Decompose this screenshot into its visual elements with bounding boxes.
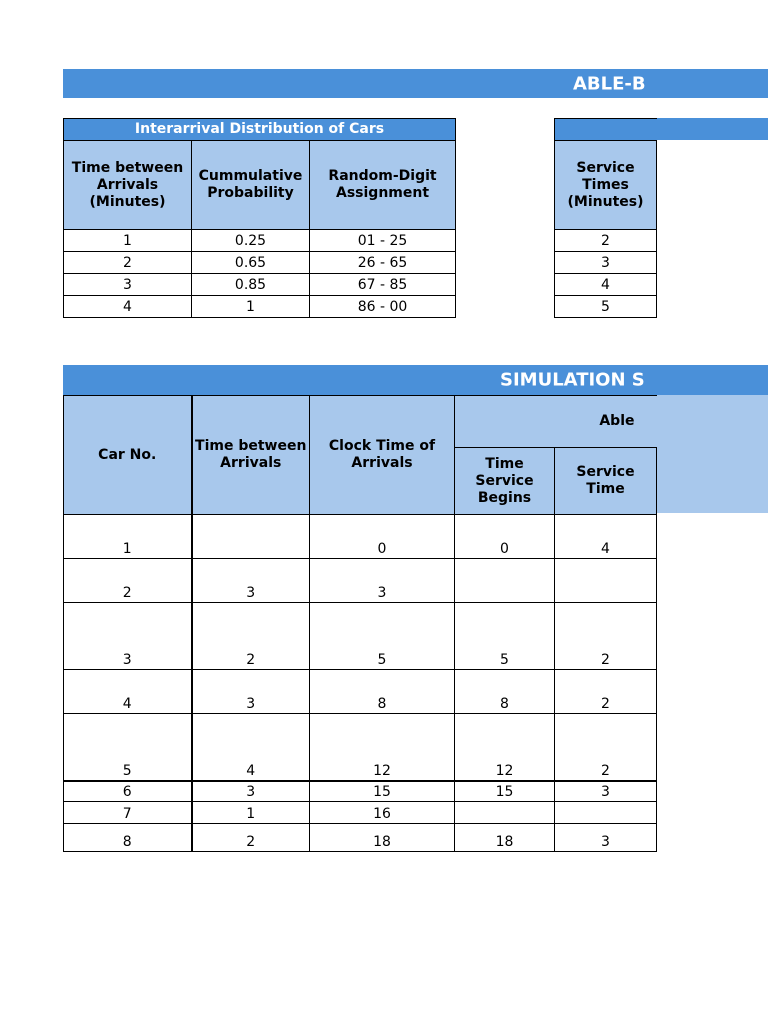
- cell: 16: [310, 802, 455, 824]
- cell: 86 - 00: [310, 296, 456, 318]
- cell: 2: [555, 714, 657, 781]
- cell: 3: [192, 670, 310, 714]
- cell: 1: [192, 296, 310, 318]
- cell: 2: [192, 603, 310, 670]
- simulation-bar: [63, 365, 768, 395]
- cell: [192, 515, 310, 559]
- table-row: [64, 714, 657, 781]
- cell: 1: [64, 230, 192, 252]
- cell: 18: [310, 824, 455, 852]
- simulation-table: [63, 395, 657, 852]
- table-row: [64, 603, 657, 670]
- cell: 4: [192, 714, 310, 781]
- cell: 3: [64, 274, 192, 296]
- header-bar: [63, 69, 768, 98]
- cell: 2: [64, 559, 192, 603]
- table-row: [555, 230, 657, 252]
- table-row: [64, 274, 456, 296]
- able-header-extension: [656, 395, 768, 513]
- col-cumulative-probability: Cummulative Probability: [192, 141, 310, 230]
- table-row: [64, 781, 657, 802]
- table-row: [64, 515, 657, 559]
- cell: 4: [555, 274, 657, 296]
- cell: 1: [64, 515, 192, 559]
- cell: 0.25: [192, 230, 310, 252]
- cell: 3: [64, 603, 192, 670]
- cell: 67 - 85: [310, 274, 456, 296]
- cell: 4: [64, 670, 192, 714]
- cell: 3: [310, 559, 455, 603]
- cell: 3: [192, 781, 310, 802]
- col-time-between-arrivals: Time between Arrivals (Minutes): [64, 141, 192, 230]
- simulation-title: SIMULATION S: [500, 369, 645, 391]
- cell: 5: [310, 603, 455, 670]
- col-clock-time: Clock Time of Arrivals: [310, 396, 455, 515]
- cell: 5: [455, 603, 555, 670]
- col-service-time: Service Time: [555, 448, 657, 515]
- cell: 2: [555, 603, 657, 670]
- col-time-between-arrivals: Time between Arrivals: [192, 396, 310, 515]
- cell: 26 - 65: [310, 252, 456, 274]
- cell: 3: [555, 824, 657, 852]
- table-row: [64, 559, 657, 603]
- col-service-times: Service Times (Minutes): [555, 141, 657, 230]
- cell: 5: [64, 714, 192, 781]
- cell: 2: [64, 252, 192, 274]
- cell: 12: [455, 714, 555, 781]
- cell: 18: [455, 824, 555, 852]
- table-row: [64, 824, 657, 852]
- table-row: [555, 274, 657, 296]
- able-group-header: Able: [455, 396, 657, 448]
- interarrival-caption: Interarrival Distribution of Cars: [64, 119, 456, 141]
- cell: 3: [555, 252, 657, 274]
- col-car-no: Car No.: [64, 396, 192, 515]
- cell: 8: [455, 670, 555, 714]
- cell: 2: [555, 230, 657, 252]
- table-row: [64, 670, 657, 714]
- cell: 12: [310, 714, 455, 781]
- cell: 6: [64, 781, 192, 802]
- table-row: [64, 296, 456, 318]
- table-row: [64, 252, 456, 274]
- cell: 0: [310, 515, 455, 559]
- cell: 0.65: [192, 252, 310, 274]
- table-row: [555, 296, 657, 318]
- sheet-title: ABLE-B: [573, 73, 646, 94]
- cell: 5: [555, 296, 657, 318]
- table-row: [64, 802, 657, 824]
- service-table: [554, 118, 657, 318]
- cell: 01 - 25: [310, 230, 456, 252]
- cell: [555, 559, 657, 603]
- cell: 8: [64, 824, 192, 852]
- cell: [455, 559, 555, 603]
- cell: 2: [555, 670, 657, 714]
- cell: [555, 802, 657, 824]
- cell: 1: [192, 802, 310, 824]
- cell: 2: [192, 824, 310, 852]
- col-random-digit-assignment: Random-Digit Assignment: [310, 141, 456, 230]
- cell: 4: [555, 515, 657, 559]
- interarrival-table: [63, 118, 456, 318]
- cell: 4: [64, 296, 192, 318]
- cell: 3: [192, 559, 310, 603]
- table-row: [555, 252, 657, 274]
- cell: [455, 802, 555, 824]
- cell: 0: [455, 515, 555, 559]
- cell: 15: [455, 781, 555, 802]
- col-service-begins: Time Service Begins: [455, 448, 555, 515]
- cell: 3: [555, 781, 657, 802]
- cell: 7: [64, 802, 192, 824]
- table-row: [64, 230, 456, 252]
- cell: 8: [310, 670, 455, 714]
- cell: 15: [310, 781, 455, 802]
- cell: 0.85: [192, 274, 310, 296]
